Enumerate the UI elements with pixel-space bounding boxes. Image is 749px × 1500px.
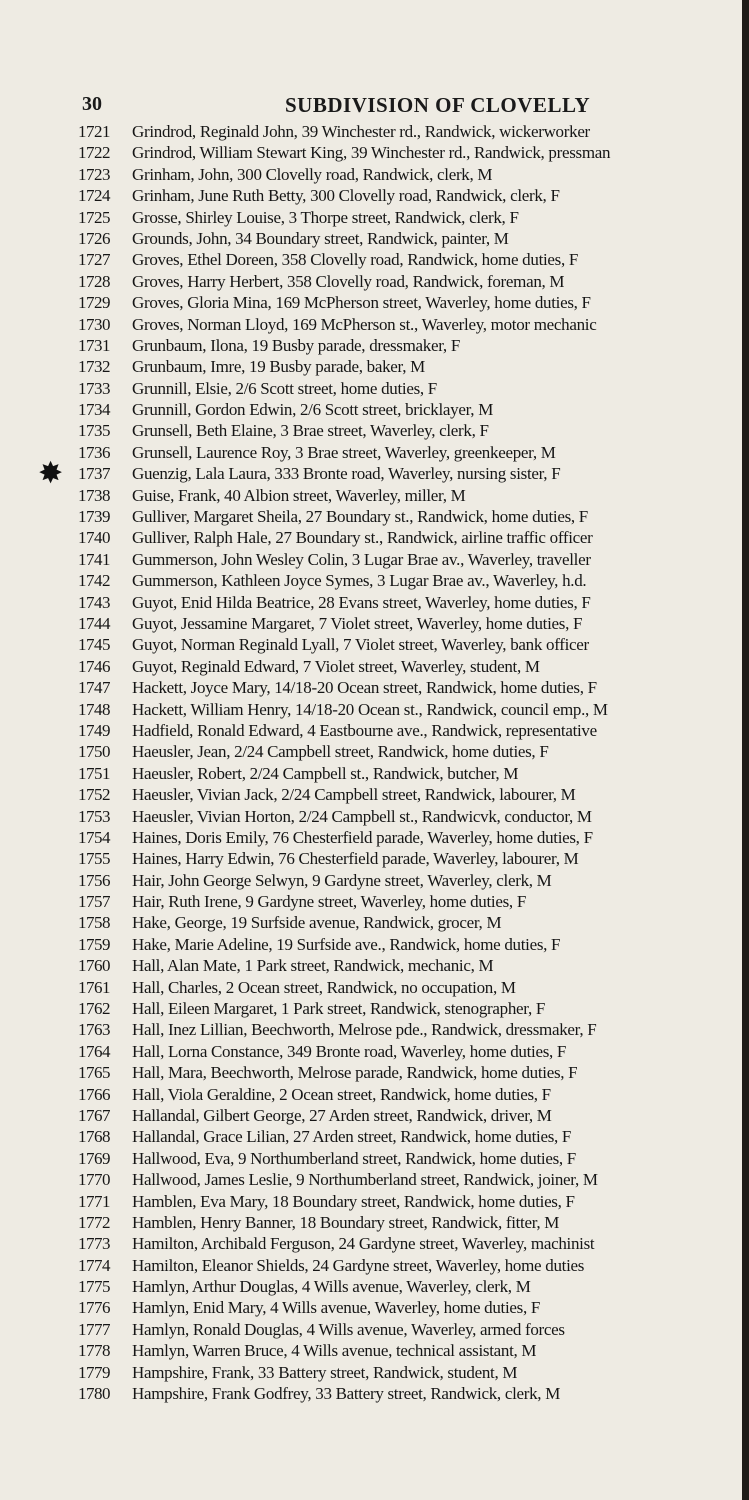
roll-entry — [0, 1126, 742, 1147]
entry-text: Guyot, Enid Hilda Beatrice, 28 Evans street, Waverley, home duties, F — [132, 592, 591, 612]
roll-entry — [0, 164, 742, 185]
roll-entry — [0, 506, 742, 527]
entry-number: 1760 — [78, 956, 110, 976]
entry-text: Hall, Mara, Beechworth, Melrose parade, Randwick, home duties, F — [132, 1063, 578, 1083]
roll-entry — [0, 656, 742, 677]
roll-entry — [0, 420, 742, 441]
entry-text: Hall, Lorna Constance, 349 Bronte road, Waverley, home duties, F — [132, 1041, 567, 1061]
entry-text: Hall, Inez Lillian, Beechworth, Melrose pde., Randwick, dressmaker, F — [132, 1020, 597, 1040]
entry-text: Groves, Gloria Mina, 169 McPherson street, Waverley, home duties, F — [132, 293, 591, 313]
entry-text: Hair, Ruth Irene, 9 Gardyne street, Waverley, home duties, F — [132, 892, 526, 912]
roll-entry — [0, 1362, 742, 1383]
entry-number: 1747 — [78, 678, 110, 698]
entry-number: 1727 — [78, 250, 110, 270]
entry-number: 1753 — [78, 806, 110, 826]
entry-text: Haines, Harry Edwin, 76 Chesterfield parade, Waverley, labourer, M — [132, 849, 579, 869]
entry-text: Haeusler, Robert, 2/24 Campbell st., Randwick, butcher, M — [132, 763, 519, 783]
entry-text: Grinham, June Ruth Betty, 300 Clovelly road, Randwick, clerk, F — [132, 186, 560, 206]
entry-number: 1749 — [78, 720, 110, 740]
roll-entry — [0, 271, 742, 292]
roll-entry — [0, 570, 742, 591]
entry-number: 1762 — [78, 999, 110, 1019]
roll-entry — [0, 720, 742, 741]
entry-text: Hake, George, 19 Surfside avenue, Randwick, grocer, M — [132, 913, 502, 933]
entry-text: Gulliver, Margaret Sheila, 27 Boundary st., Randwick, home duties, F — [132, 507, 588, 527]
page-number: 30 — [82, 93, 102, 115]
entry-number: 1737 — [78, 464, 110, 484]
entry-text: Hamilton, Eleanor Shields, 24 Gardyne street, Waverley, home duties — [132, 1255, 585, 1275]
entry-number: 1751 — [78, 763, 110, 783]
star-marker-icon: ✸ — [38, 457, 64, 491]
entry-number: 1768 — [78, 1127, 110, 1147]
roll-entry — [0, 592, 742, 613]
entry-text: Hall, Alan Mate, 1 Park street, Randwick, mechanic, M — [132, 956, 494, 976]
roll-entry — [0, 1191, 742, 1212]
electoral-roll-list — [0, 121, 742, 1404]
entry-number: 1729 — [78, 293, 110, 313]
entry-text: Groves, Harry Herbert, 358 Clovelly road, Randwick, foreman, M — [132, 271, 565, 291]
entry-text: Hall, Eileen Margaret, 1 Park street, Randwick, stenographer, F — [132, 999, 546, 1019]
roll-entry — [0, 741, 742, 762]
roll-entry — [0, 1276, 742, 1297]
entry-number: 1770 — [78, 1170, 110, 1190]
roll-entry — [0, 121, 742, 142]
entry-number: 1765 — [78, 1063, 110, 1083]
entry-text: Grosse, Shirley Louise, 3 Thorpe street, Randwick, clerk, F — [132, 207, 519, 227]
entry-number: 1773 — [78, 1234, 110, 1254]
entry-number: 1775 — [78, 1277, 110, 1297]
entry-number: 1764 — [78, 1041, 110, 1061]
entry-number: 1778 — [78, 1341, 110, 1361]
roll-entry — [0, 848, 742, 869]
entry-text: Hadfield, Ronald Edward, 4 Eastbourne ave., Randwick, representative — [132, 720, 597, 740]
entry-text: Guyot, Reginald Edward, 7 Violet street, Waverley, student, M — [132, 656, 540, 676]
roll-entry — [0, 1212, 742, 1233]
entry-number: 1739 — [78, 507, 110, 527]
roll-entry — [0, 613, 742, 634]
entry-number: 1754 — [78, 827, 110, 847]
roll-entry — [0, 249, 742, 270]
entry-number: 1774 — [78, 1255, 110, 1275]
roll-entry — [0, 784, 742, 805]
entry-text: Haeusler, Jean, 2/24 Campbell street, Randwick, home duties, F — [132, 742, 549, 762]
entry-number: 1728 — [78, 271, 110, 291]
entry-text: Groves, Ethel Doreen, 358 Clovelly road, Randwick, home duties, F — [132, 250, 579, 270]
roll-entry — [0, 1319, 742, 1340]
roll-entry — [0, 1062, 742, 1083]
entry-text: Hamlyn, Enid Mary, 4 Wills avenue, Waverley, home duties, F — [132, 1298, 540, 1318]
entry-number: 1725 — [78, 207, 110, 227]
roll-entry — [0, 1148, 742, 1169]
entry-number: 1734 — [78, 400, 110, 420]
entry-text: Haeusler, Vivian Horton, 2/24 Campbell st., Randwicvk, conductor, M — [132, 806, 592, 826]
roll-entry — [0, 356, 742, 377]
roll-entry — [0, 827, 742, 848]
entry-text: Hampshire, Frank, 33 Battery street, Randwick, student, M — [132, 1362, 518, 1382]
entry-number: 1744 — [78, 613, 110, 633]
entry-number: 1736 — [78, 442, 110, 462]
entry-text: Hallandal, Grace Lilian, 27 Arden street, Randwick, home duties, F — [132, 1127, 572, 1147]
page-edge-shadow — [742, 0, 749, 1500]
entry-number: 1755 — [78, 849, 110, 869]
entry-number: 1769 — [78, 1148, 110, 1168]
page-title: SUBDIVISION OF CLOVELLY — [285, 93, 591, 117]
entry-text: Gulliver, Ralph Hale, 27 Boundary st., Randwick, airline traffic officer — [132, 528, 593, 548]
entry-text: Grunbaum, Imre, 19 Busby parade, baker, M — [132, 357, 425, 377]
roll-entry — [0, 442, 742, 463]
entry-text: Hackett, Joyce Mary, 14/18-20 Ocean street, Randwick, home duties, F — [132, 678, 597, 698]
roll-entry — [0, 228, 742, 249]
roll-entry — [0, 1233, 742, 1254]
entry-text: Hamblen, Eva Mary, 18 Boundary street, Randwick, home duties, F — [132, 1191, 575, 1211]
entry-number: 1745 — [78, 635, 110, 655]
roll-entry — [0, 527, 742, 548]
entry-number: 1722 — [78, 143, 110, 163]
roll-entry — [0, 998, 742, 1019]
roll-entry — [0, 1297, 742, 1318]
entry-number: 1772 — [78, 1212, 110, 1232]
roll-entry — [0, 677, 742, 698]
entry-number: 1743 — [78, 592, 110, 612]
entry-text: Grinham, John, 300 Clovelly road, Randwick, clerk, M — [132, 164, 493, 184]
roll-entry — [0, 142, 742, 163]
entry-text: Hamblen, Henry Banner, 18 Boundary street, Randwick, fitter, M — [132, 1212, 560, 1232]
roll-entry — [0, 314, 742, 335]
entry-text: Guyot, Jessamine Margaret, 7 Violet street, Waverley, home duties, F — [132, 613, 583, 633]
entry-text: Guenzig, Lala Laura, 333 Bronte road, Waverley, nursing sister, F — [132, 464, 561, 484]
entry-text: Guise, Frank, 40 Albion street, Waverley, miller, M — [132, 485, 466, 505]
entry-number: 1746 — [78, 656, 110, 676]
entry-text: Haines, Doris Emily, 76 Chesterfield parade, Waverley, home duties, F — [132, 827, 593, 847]
roll-entry — [0, 1255, 742, 1276]
roll-entry — [0, 912, 742, 933]
roll-entry — [0, 1169, 742, 1190]
roll-entry — [0, 1084, 742, 1105]
entry-text: Hampshire, Frank Godfrey, 33 Battery street, Randwick, clerk, M — [132, 1384, 561, 1404]
roll-entry — [0, 934, 742, 955]
entry-number: 1766 — [78, 1084, 110, 1104]
entry-number: 1752 — [78, 785, 110, 805]
entry-number: 1723 — [78, 164, 110, 184]
entry-number: 1721 — [78, 122, 110, 141]
entry-number: 1758 — [78, 913, 110, 933]
entry-number: 1733 — [78, 378, 110, 398]
roll-entry — [0, 1383, 742, 1404]
entry-text: Hall, Viola Geraldine, 2 Ocean street, Randwick, home duties, F — [132, 1084, 551, 1104]
entry-number: 1724 — [78, 186, 110, 206]
entry-text: Grunsell, Laurence Roy, 3 Brae street, Waverley, greenkeeper, M — [132, 442, 556, 462]
entry-number: 1750 — [78, 742, 110, 762]
entry-number: 1757 — [78, 892, 110, 912]
roll-entry — [0, 185, 742, 206]
entry-number: 1740 — [78, 528, 110, 548]
entry-text: Haeusler, Vivian Jack, 2/24 Campbell street, Randwick, labourer, M — [132, 785, 576, 805]
entry-text: Hamlyn, Ronald Douglas, 4 Wills avenue, Waverley, armed forces — [132, 1319, 565, 1339]
roll-entry — [0, 457, 742, 491]
entry-text: Hallwood, James Leslie, 9 Northumberland street, Randwick, joiner, M — [132, 1170, 598, 1190]
entry-number: 1759 — [78, 934, 110, 954]
roll-entry — [0, 870, 742, 891]
entry-text: Grunbaum, Ilona, 19 Busby parade, dressmaker, F — [132, 335, 460, 355]
entry-text: Groves, Norman Lloyd, 169 McPherson st., Waverley, motor mechanic — [132, 314, 597, 334]
roll-entry — [0, 485, 742, 506]
entry-number: 1735 — [78, 421, 110, 441]
entry-number: 1726 — [78, 228, 110, 248]
entry-number: 1767 — [78, 1105, 110, 1125]
roll-entry — [0, 699, 742, 720]
entry-number: 1748 — [78, 699, 110, 719]
entry-text: Grindrod, Reginald John, 39 Winchester rd., Randwick, wickerworker — [132, 122, 590, 141]
entry-text: Hamilton, Archibald Ferguson, 24 Gardyne street, Waverley, machinist — [132, 1234, 595, 1254]
entry-text: Grunnill, Elsie, 2/6 Scott street, home duties, F — [132, 378, 437, 398]
entry-number: 1780 — [78, 1384, 110, 1404]
entry-text: Grunsell, Beth Elaine, 3 Brae street, Waverley, clerk, F — [132, 421, 489, 441]
roll-entry — [0, 891, 742, 912]
entry-text: Gummerson, John Wesley Colin, 3 Lugar Brae av., Waverley, traveller — [132, 549, 591, 569]
entry-number: 1779 — [78, 1362, 110, 1382]
entry-text: Grindrod, William Stewart King, 39 Winchester rd., Randwick, pressman — [132, 143, 611, 163]
roll-entry — [0, 1105, 742, 1126]
entry-number: 1763 — [78, 1020, 110, 1040]
entry-number: 1777 — [78, 1319, 110, 1339]
roll-entry — [0, 1340, 742, 1361]
entry-text: Grounds, John, 34 Boundary street, Randwick, painter, M — [132, 228, 509, 248]
entry-number: 1738 — [78, 485, 110, 505]
roll-entry — [0, 1041, 742, 1062]
roll-entry — [0, 335, 742, 356]
entry-text: Hake, Marie Adeline, 19 Surfside ave., Randwick, home duties, F — [132, 934, 561, 954]
entry-number: 1776 — [78, 1298, 110, 1318]
entry-text: Hamlyn, Warren Bruce, 4 Wills avenue, technical assistant, M — [132, 1341, 537, 1361]
entry-text: Hackett, William Henry, 14/18-20 Ocean st., Randwick, council emp., M — [132, 699, 608, 719]
roll-entry — [0, 955, 742, 976]
entry-number: 1731 — [78, 335, 110, 355]
entry-text: Hamlyn, Arthur Douglas, 4 Wills avenue, Waverley, clerk, M — [132, 1277, 531, 1297]
roll-entry — [0, 977, 742, 998]
entry-text: Hall, Charles, 2 Ocean street, Randwick, no occupation, M — [132, 977, 516, 997]
entry-number: 1761 — [78, 977, 110, 997]
entry-number: 1741 — [78, 549, 110, 569]
entry-text: Grunnill, Gordon Edwin, 2/6 Scott street, bricklayer, M — [132, 400, 494, 420]
entry-number: 1742 — [78, 571, 110, 591]
roll-entry — [0, 763, 742, 784]
entry-text: Hallandal, Gilbert George, 27 Arden street, Randwick, driver, M — [132, 1105, 552, 1125]
roll-entry — [0, 806, 742, 827]
roll-entry — [0, 207, 742, 228]
entry-text: Hair, John George Selwyn, 9 Gardyne street, Waverley, clerk, M — [132, 870, 552, 890]
roll-entry — [0, 1019, 742, 1040]
entry-number: 1730 — [78, 314, 110, 334]
entry-number: 1732 — [78, 357, 110, 377]
roll-entry — [0, 292, 742, 313]
entry-number: 1756 — [78, 870, 110, 890]
roll-entry — [0, 378, 742, 399]
entry-number: 1771 — [78, 1191, 110, 1211]
entry-text: Hallwood, Eva, 9 Northumberland street, Randwick, home duties, F — [132, 1148, 576, 1168]
roll-entry — [0, 634, 742, 655]
entry-text: Gummerson, Kathleen Joyce Symes, 3 Lugar Brae av., Waverley, h.d. — [132, 571, 587, 591]
roll-entry — [0, 549, 742, 570]
entry-text: Guyot, Norman Reginald Lyall, 7 Violet street, Waverley, bank officer — [132, 635, 589, 655]
roll-entry — [0, 399, 742, 420]
